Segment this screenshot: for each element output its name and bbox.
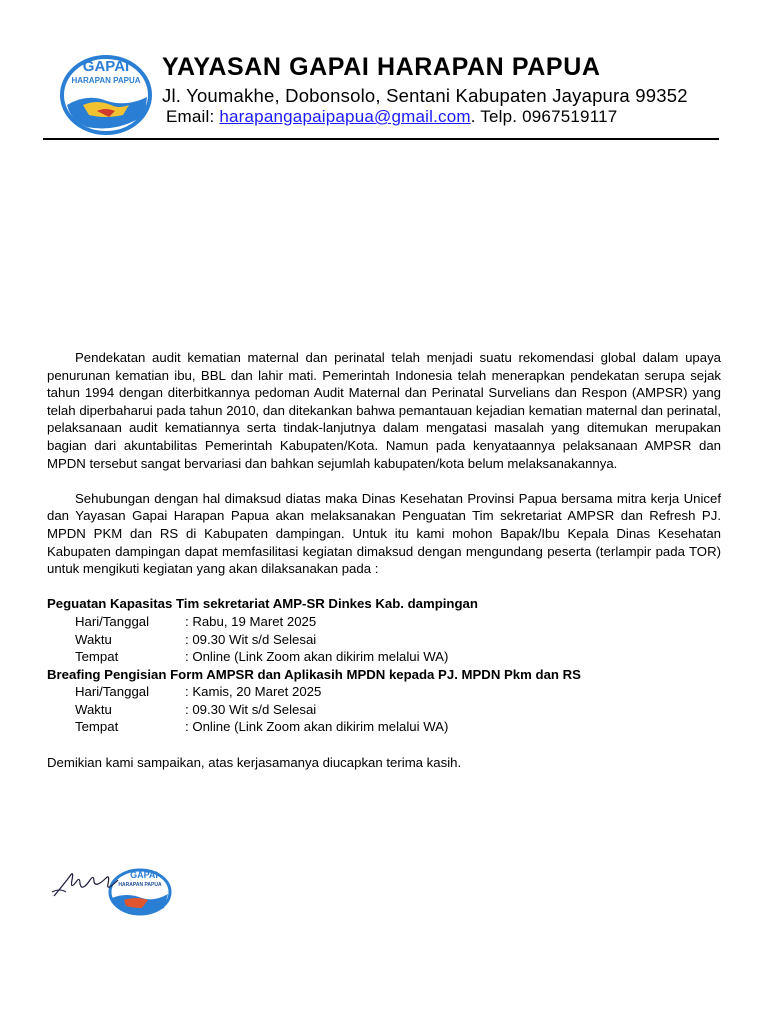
letterhead <box>0 0 768 145</box>
detail-label: Tempat <box>75 649 119 665</box>
email-link[interactable]: harapangapaipapua@gmail.com <box>219 107 471 126</box>
detail-label: Hari/Tanggal <box>75 613 150 629</box>
detail-value: : Online (Link Zoom akan dikirim melalui WA) <box>185 719 449 735</box>
detail-label: Waktu <box>75 631 112 647</box>
foundation-logo-icon <box>57 45 155 137</box>
detail-value: : Kamis, 20 Maret 2025 <box>185 684 322 700</box>
org-address: Jl. Youmakhe, Dobonsolo, Sentani Kabupaten Jayapura 99352 <box>162 85 688 106</box>
header-divider <box>43 138 719 140</box>
paragraph-1: Pendekatan audit kematian maternal dan perinatal telah menjadi suatu rekomendasi global dalam upaya penurunan kematian ibu, BBL dan lahir mati. Pemerintah Indonesia telah menerapkan pendekatan serupa sejak tahun 1994 dengan diterbitkannya pedoman Audit Maternal dan Perinatal Survelians dan Respon (AMPSR) yang telah diperbaharui pada tahun 2010, dan ditekankan bahwa pemantauan kejadian kematian maternal dan perinatal, pelaksanaan audit kematiannya serta tindak-lanjutnya dalam mengatasi masalah yang ditemukan merupakan bagian dari akuntabilitas Pemerintah Kabupaten/Kota. Namun pada kenyataannya pelaksanaan AMPSR dan MPDN tersebut sangat bervariasi dan bahkan sejumlah kabupaten/kota belum melaksanakannya. <box>47 350 721 471</box>
phone-text: . Telp. 0967519117 <box>470 107 618 126</box>
org-contact <box>166 107 617 127</box>
event-2-place-row <box>47 718 721 736</box>
detail-value: : 09.30 Wit s/d Selesai <box>185 701 317 717</box>
org-name: YAYASAN GAPAI HARAPAN PAPUA <box>162 53 601 81</box>
detail-label: Hari/Tanggal <box>75 684 150 700</box>
closing-text: Demikian kami sampaikan, atas kerjasamanya diucapkan terima kasih. <box>47 754 462 770</box>
detail-value: : 09.30 Wit s/d Selesai <box>185 631 317 647</box>
event-1-date-row <box>47 613 721 631</box>
paragraph-2: Sehubungan dengan hal dimaksud diatas maka Dinas Kesehatan Provinsi Papua bersama mitra kerja Unicef dan Yayasan Gapai Harapan Papua akan melaksanakan Penguatan Tim sekretariat AMPSR dan Refresh PJ. MPDN PKM dan RS di Kabupaten dampingan. Untuk itu kami mohon Bapak/Ibu Kepala Dinas Kesehatan Kabupaten dampingan dapat memfasilitasi kegiatan dimaksud dengan mengundang peserta (terlampir pada TOR) untuk mengikuti kegiatan yang akan dilaksanakan pada : <box>47 490 721 577</box>
stamp-text-line1: GAPAI <box>130 870 158 880</box>
event-1-time-row <box>47 631 721 649</box>
signature-stamp-icon <box>50 862 175 922</box>
stamp-text-line2: HARAPAN PAPUA <box>118 882 162 888</box>
event-2-date-row <box>47 683 721 701</box>
email-label: Email: <box>166 107 220 126</box>
detail-label: Tempat <box>75 719 119 735</box>
letter-body <box>47 349 721 771</box>
logo-text-line2: HARAPAN PAPUA <box>71 76 141 85</box>
detail-label: Waktu <box>75 701 112 717</box>
event-2-title: Breafing Pengisian Form AMPSR dan Aplikasih MPDN kepada PJ. MPDN Pkm dan RS <box>47 666 581 682</box>
detail-value: : Rabu, 19 Maret 2025 <box>185 613 317 629</box>
event-2-time-row <box>47 701 721 719</box>
logo-text-line1: GAPAI <box>82 58 130 75</box>
detail-value: : Online (Link Zoom akan dikirim melalui WA) <box>185 649 449 665</box>
event-1-place-row <box>47 648 721 666</box>
event-1-title: Peguatan Kapasitas Tim sekretariat AMP-SR Dinkes Kab. dampingan <box>47 596 478 612</box>
